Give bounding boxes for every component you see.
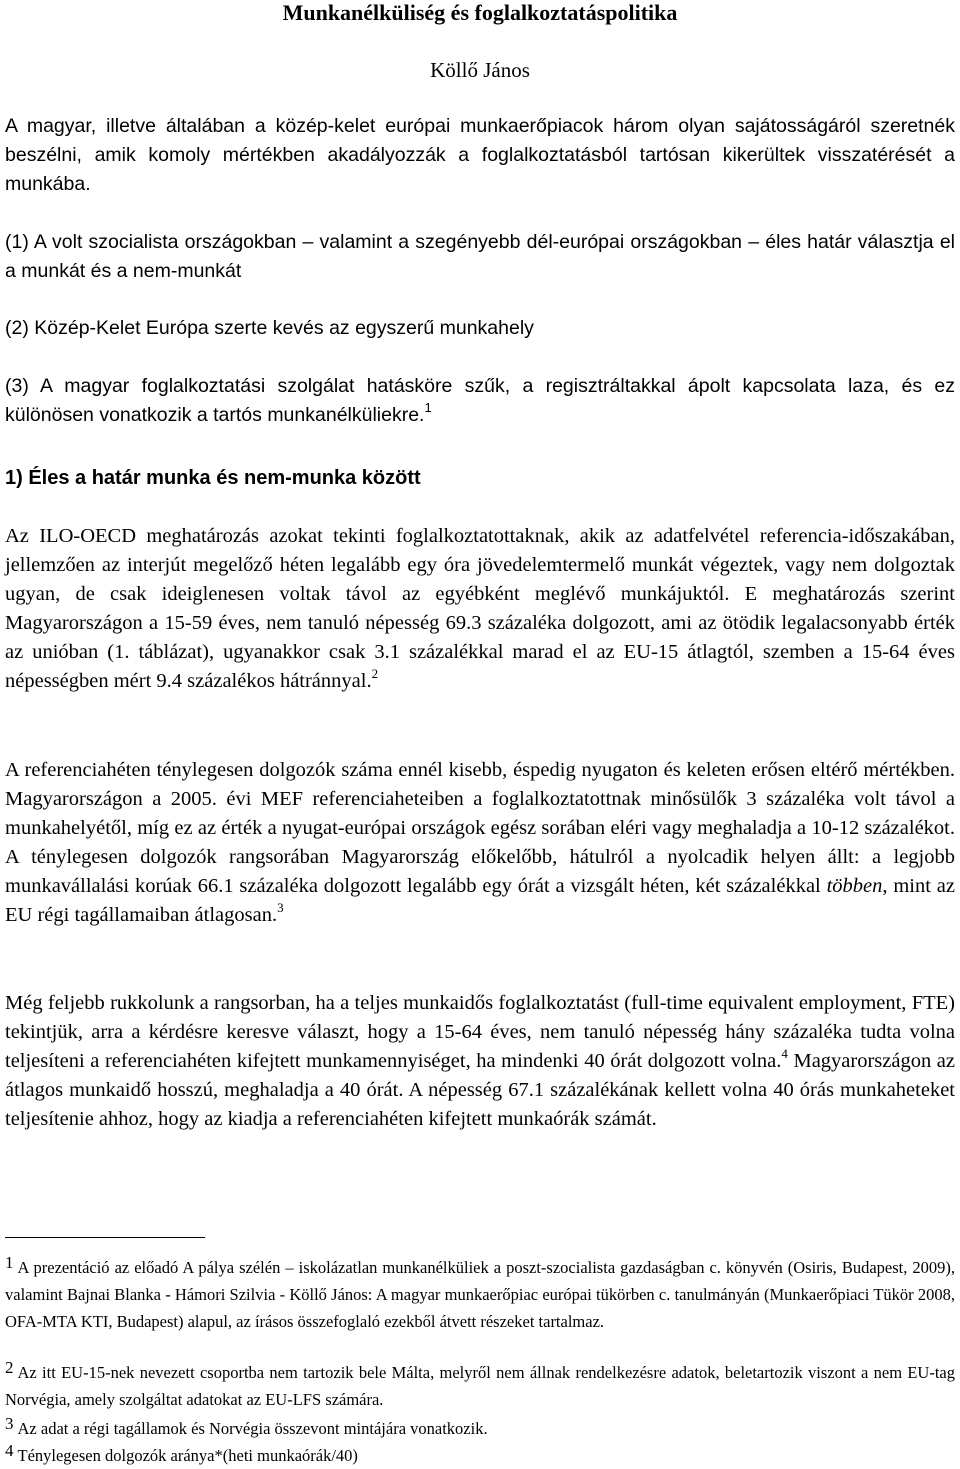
point-3: (3) A magyar foglalkoztatási szolgálat hatásköre szűk, a regisztráltakkal ápolt kapcsolata laza, és ez különösen vonatkozik a tartós munkanélküliekre.$^1$ (5, 375, 955, 426)
footnote-separator (5, 1237, 205, 1238)
point-1-dash-b: – (748, 231, 760, 253)
footnote-4: 4 Ténylegesen dolgozók aránya*(heti munkaórák/40) (5, 1441, 358, 1465)
point-1-dash-a: – (302, 231, 314, 253)
body-paragraph-3: Még feljebb rukkolunk a rangsorban, ha a teljes munkaidős foglalkoztatást (full-time equivalent employment, FTE) tekintjük, arra a kérdésre keresve választ, hogy a 15-64 éves, nem tanuló népesség hány százaléka tudta volna teljesíteni a referenciahéten kifejtett munkamennyiséget, ha mindenki 40 órát dolgozott volna.$^4$ Magyarországon az átlagos munkaidő hosszú, meghaladja a 40 órát. A népesség 67.1 százalékának kellett volna 40 órás munkaheteket teljesítenie ahhoz, hogy az kiadja a referenciahéten kifejtett munkaórák számát. (5, 992, 956, 1130)
footnote-number: 3 (5, 1414, 14, 1433)
point-1-part-b: valamint a szegényebb dél-európai országokban (313, 231, 749, 253)
footnote-2: 2 Az itt EU-15-nek nevezett csoportba nem tartozik bele Málta, melyről nem állnak rendelkezésre adatok, beletartozik viszont a nem EU-tag Norvégia, amely szolgáltat adatokat az EU-LFS számára. (5, 1358, 955, 1409)
point-2: (2) Közép-Kelet Európa szerte kevés az egyszerű munkahely (5, 317, 534, 339)
footnote-1: 1 A prezentáció az előadó A pálya szélén – iskolázatlan munkanélküliek a poszt-szocialista gazdaságban c. könyvén (Osiris, Budapest, 2009), valamint Bajnai Blanka - Hámori Szilvia - Köllő János: A magyar munkaerőpiac európai tükörben c. tanulmányán (Munkaerőpiaci Tükör 2008, OFA-MTA KTI, Budapest) alapul, az írásos összefoglaló ezekből átvett részeket tartalmaz. (5, 1253, 955, 1331)
footnote-ref-2[interactable]: 2 (371, 666, 379, 681)
emphasis-text: többen (826, 875, 883, 897)
footnote-number: 4 (5, 1441, 14, 1460)
author-name: Köllő János (430, 58, 530, 82)
footnote-ref-4[interactable]: 4 (781, 1046, 788, 1061)
footnote-number: 2 (5, 1358, 14, 1377)
footnote-ref-1[interactable]: 1 (424, 400, 432, 415)
footnote-3: 3 Az adat a régi tagállamok és Norvégia összevont mintájára vonatkozik. (5, 1414, 488, 1438)
footnote-ref-3[interactable]: 3 (277, 900, 284, 915)
section-heading: 1) Éles a határ munka és nem-munka között (5, 467, 421, 489)
point-1-part-a: (1) A volt szocialista országokban (5, 231, 303, 253)
body-paragraph-1: Az ILO-OECD meghatározás azokat tekinti foglalkoztatottaknak, akik az adatfelvétel referencia-időszakában, jellemzően az interjút megelőző héten legalább egy óra jövedelemtermelő munkát végeztek, vagy nem dolgoztak ugyan, de csak ideiglenesen voltak távol az egyébként meglévő munkájuktól. E meghatározás szerint Magyarországon a 15-59 éves, nem tanuló népesség 69.3 százaléka dolgozott, ami az ötödik legalacsonyabb érték az unióban (1. táblázat), ugyanakkor csak 3.1 százalékkal marad el az EU-15 átlagtól, szemben a 15-64 éves népességben mért 9.4 százalékos hátránnyal.$^2$ (5, 525, 955, 692)
document-title: Munkanélküliség és foglalkoztatáspolitika (282, 0, 678, 25)
point-1 (5, 228, 955, 286)
point-1-part-c: éles határ választja el a munkát és a nem-munkát (5, 231, 955, 282)
body-paragraph-2: A referenciahéten ténylegesen dolgozók száma ennél kisebb, éspedig nyugaton és keleten erősen eltérő mértékben. Magyarországon a 2005. évi MEF referenciaheteiben a foglalkoztatottnak minősülők 3 százaléka volt távol a munkahelyétől, míg ez az érték a nyugat-európai országok egész sorában eléri vagy meghaladja a 10-12 százalékot. A ténylegesen dolgozók rangsorában Magyarország előkelőbb, hátulról a nyolcadik helyen állt: a legjobb munkavállalási korúak 66.1 százaléka dolgozott legalább egy órát a vizsgált héten, két százalékkal többen, mint az EU régi tagállamaiban átlagosan.$^3$ (5, 759, 955, 926)
footnote-number: 1 (5, 1253, 14, 1272)
intro-paragraph: A magyar, illetve általában a közép-kelet európai munkaerőpiacok három olyan sajátosságáról szeretnék beszélni, amik komoly mértékben akadályozzák a foglalkoztatásból tartósan kikerültek visszatérését a munkába. (5, 115, 955, 195)
